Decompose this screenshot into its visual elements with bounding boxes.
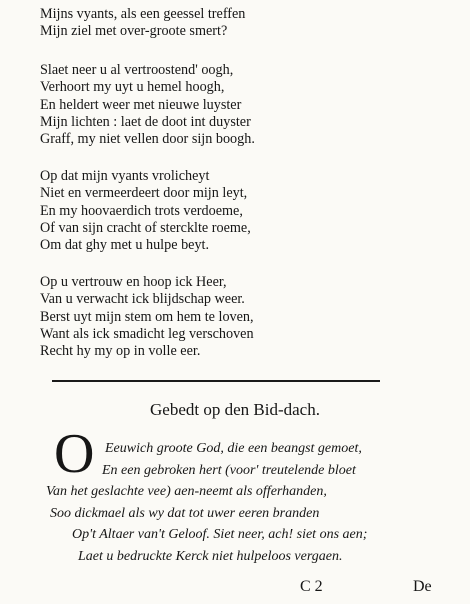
prayer-text [0,438,470,568]
prayer-line: Soo dickmael als wy dat tot uwer eeren branden [50,505,320,521]
verse-line: Mijn ziel met over-groote smert? [40,23,228,40]
verse-line: Niet en vermeerdeert door mijn leyt, [40,185,248,202]
verse-line: Graff, my niet vellen door sijn boogh. [40,131,255,148]
verse-line: Van u verwacht ick blijdschap weer. [40,291,245,308]
section-divider [52,380,380,382]
prayer-line: Eeuwich groote God, die een beangst gemoet, [105,441,362,456]
stanza [40,62,255,148]
verse-line: Recht hy my op in volle eer. [40,343,201,360]
verse-line: Of van sijn cracht of stercklte roeme, [40,219,251,236]
verse-line: Verhoort my uyt u hemel hoogh, [40,79,225,96]
prayer-line: En een gebroken hert (voor' treutelende bloet [102,462,356,478]
verse-line: Op dat mijn vyants vrolicheyt [40,168,210,184]
stanza [40,274,254,360]
verse-line: Slaet neer u al vertroostend' oogh, [40,62,234,78]
catchword: De [413,578,432,595]
stanza [40,6,245,41]
verse-line: En heldert weer met nieuwe luyster [40,96,242,113]
verse-line: Op u vertrouw en hoop ick Heer, [40,274,227,290]
verse-line: En my hoovaerdich trots verdoeme, [40,202,243,219]
verse-line: Berst uyt mijn stem om hem te loven, [40,308,254,325]
prayer-line: Laet u bedruckte Kerck niet hulpeloos vergaen. [78,548,343,564]
verse-line: Mijns vyants, als een geessel treffen [40,6,246,22]
prayer-line: Van het geslachte vee) aen-neemt als offerhanden, [46,484,327,500]
prayer-line: Op't Altaer van't Geloof. Siet neer, ach! siet ons aen; [72,527,368,543]
stanza [40,168,251,254]
verse-line: Mijn lichten : laet de doot int duyster [40,113,251,130]
drop-cap: O [54,423,95,485]
signature-mark: C 2 [300,578,323,595]
verse-line: Want als ick smadicht leg verschoven [40,325,254,342]
verse-line: Om dat ghy met u hulpe beyt. [40,237,210,254]
prayer-title: Gebedt op den Bid-dach. [150,400,320,419]
